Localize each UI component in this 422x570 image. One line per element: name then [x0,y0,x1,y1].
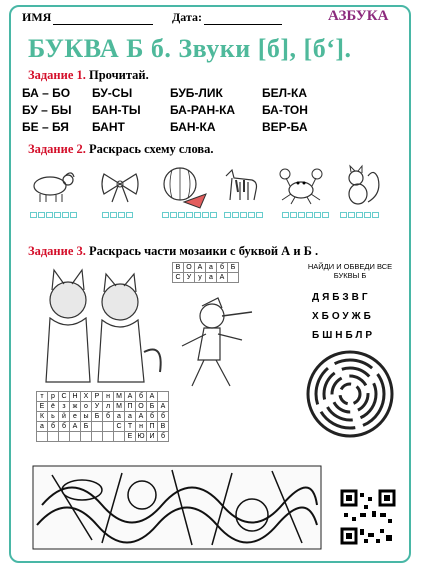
grid-cell[interactable]: А [136,412,147,422]
syllable-cell: БАН-КА [170,120,216,134]
syllable-cell: БА-ТОН [262,103,308,117]
crab-scheme[interactable] [282,212,329,218]
watermelon-scheme[interactable] [162,212,217,218]
grid-cell[interactable]: В [158,422,169,432]
grid-cell[interactable]: Б [92,412,103,422]
grid-cell[interactable]: А [147,392,158,402]
grid-cell[interactable]: ь [48,412,59,422]
name-field[interactable] [22,10,153,25]
grid-cell[interactable]: у [195,273,206,283]
grid-cell[interactable]: б [103,412,114,422]
grid-cell[interactable] [92,422,103,432]
grid-cell[interactable]: ё [48,402,59,412]
grid-cell[interactable]: й [59,412,70,422]
syllable-cell: БА-РАН-КА [170,103,236,117]
grid-cell[interactable]: Ю [137,433,145,440]
grid-cell[interactable]: Х [81,392,92,402]
task2-text: Раскрась схему слова. [89,142,214,156]
grid-cell[interactable]: П [125,402,136,412]
grid-cell[interactable]: Б [228,263,239,273]
grid-cell[interactable] [48,432,59,442]
grid-cell[interactable]: н [103,392,114,402]
grid-cell[interactable] [70,432,81,442]
qr-code-icon [340,489,396,545]
syllable-cell: ВЕР-БА [262,120,308,134]
grid-cell[interactable]: б [158,432,169,442]
grid-cell[interactable]: ж [70,402,81,412]
grid-cell[interactable] [114,432,125,442]
grid-cell[interactable]: л [103,402,114,412]
zebra-scheme[interactable] [224,212,263,218]
grid-cell[interactable]: А [70,422,81,432]
grid-cell[interactable]: А [125,392,136,402]
name-label: ИМЯ [22,10,52,24]
date-field[interactable] [172,10,282,25]
syllable-cell: БЕЛ-КА [262,86,308,100]
grid-cell[interactable]: Е [37,402,48,412]
grid-cell[interactable]: В [173,263,184,273]
grid-cell[interactable]: А [158,402,169,412]
grid-cell[interactable]: б [48,422,59,432]
find-letters-title: НАЙДИ И ОБВЕДИ ВСЕ БУКВЫ Б [307,262,393,280]
grid-cell[interactable]: б [59,422,70,432]
squirrel-picture [338,164,384,210]
page-title: БУКВА Б б. Звуки [б], [б‘]. [28,34,352,63]
ram-picture [28,168,78,204]
letter-row[interactable]: ХБОУЖБ [312,311,374,322]
grid-cell[interactable]: б [158,412,169,422]
grid-cell[interactable]: М [114,392,125,402]
grid-cell[interactable]: О [136,402,147,412]
grid-cell[interactable]: б [136,392,147,402]
bow-scheme[interactable] [102,212,133,218]
task2-number: Задание 2. [28,142,86,156]
bow-picture [98,168,142,204]
grid-cell[interactable]: Т [125,422,136,432]
grid-cell[interactable] [158,392,169,402]
syllable-cell: БУ-СЫ [92,86,133,100]
grid-cell[interactable]: А [217,273,228,283]
task3-number: Задание 3. [28,244,86,258]
grid-cell[interactable]: ы [81,412,92,422]
grid-cell[interactable]: К [37,412,48,422]
task1-text: Прочитай. [89,68,149,82]
grid-cell[interactable] [103,422,114,432]
grid-cell[interactable]: р [48,392,59,402]
grid-cell[interactable] [92,432,103,442]
grid-cell[interactable]: П [147,422,158,432]
grid-cell[interactable]: н [136,422,147,432]
squirrel-scheme[interactable] [340,212,379,218]
letter-row[interactable]: БШНБЛР [312,330,376,341]
grid-cell[interactable]: О [184,263,195,273]
syllable-cell: БЕ – БЯ [22,120,69,134]
mosaic-picture[interactable] [32,465,322,550]
grid-cell[interactable]: а [206,263,217,273]
task1-heading [28,68,149,83]
grid-cell[interactable] [59,432,70,442]
grid-cell[interactable]: е [70,412,81,422]
picture-strip [20,160,402,238]
grid-cell[interactable]: Н [70,392,81,402]
grid-cell[interactable]: С [114,422,125,432]
grid-cell[interactable]: б [217,263,228,273]
pinocchio-picture [172,290,272,390]
syllable-cell: БА – БО [22,86,71,100]
syllable-cell: БУБ-ЛИК [170,86,223,100]
grid-cell[interactable]: а [114,412,125,422]
grid-cell[interactable] [228,273,239,283]
grid-cell[interactable]: М [114,402,125,412]
grid-cell[interactable]: т [37,392,48,402]
letter-grid-bottom [36,391,169,442]
syllable-cell: БАН-ТЫ [92,103,141,117]
grid-cell[interactable]: з [59,402,70,412]
grid-cell[interactable]: Б [81,422,92,432]
grid-cell[interactable]: а [206,273,217,283]
grid-cell[interactable]: Е [125,432,136,442]
cats-picture [30,262,170,392]
grid-cell[interactable]: А [195,263,206,273]
grid-cell[interactable] [81,432,92,442]
grid-cell[interactable]: Р [92,392,103,402]
task2-heading [28,142,214,157]
grid-cell[interactable]: И [147,432,158,442]
syllable-cell: БАНТ [92,120,125,134]
task3-heading [28,244,318,259]
zebra-picture [218,166,264,206]
grid-cell[interactable]: У [92,402,103,412]
grid-cell[interactable]: б [147,412,158,422]
letter-grid-top [172,262,239,283]
watermelon-picture [158,164,210,210]
syllable-cell: БУ – БЫ [22,103,72,117]
task1-number: Задание 1. [28,68,86,82]
letter-row[interactable]: ДЯБЗВГ [312,292,371,303]
task3-text: Раскрась части мозаики с буквой А и Б . [89,244,319,258]
maze-picture [304,348,396,440]
grid-cell[interactable]: Б [147,402,158,412]
grid-cell[interactable]: С [59,392,70,402]
crab-picture [276,166,326,206]
grid-cell[interactable]: С [173,273,184,283]
grid-cell[interactable]: У [184,273,195,283]
grid-cell[interactable]: а [37,422,48,432]
grid-cell[interactable] [37,432,48,442]
grid-cell[interactable]: о [81,402,92,412]
grid-cell[interactable]: а [125,412,136,422]
abc-label: АЗБУКА [328,8,389,24]
ram-scheme[interactable] [30,212,77,218]
grid-cell[interactable] [103,432,114,442]
date-label: Дата: [172,10,202,24]
